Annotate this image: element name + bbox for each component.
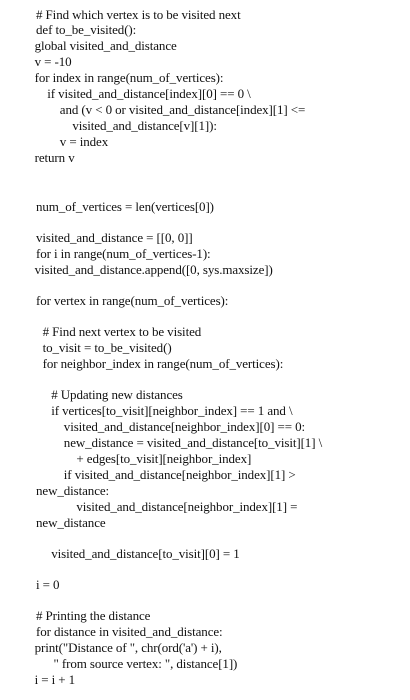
- code-line-20: if vertices[to_visit][neighbor_index] == 1 and \: [26, 403, 293, 418]
- code-line-21: visited_and_distance[neighbor_index][0] == 0:: [26, 419, 306, 434]
- code-line-8: visited_and_distance[v][1]):: [22, 118, 217, 133]
- code-line-30: # Printing the distance: [36, 608, 151, 623]
- code-line-26: visited_and_distance[neighbor_index][1] =: [26, 499, 298, 514]
- code-line-10: return v: [22, 150, 75, 165]
- code-line-9: v = index: [22, 134, 109, 149]
- code-line-12: visited_and_distance = [[0, 0]]: [36, 230, 193, 245]
- code-line-15: for vertex in range(num_of_vertices):: [36, 293, 229, 308]
- code-line-22: new_distance = visited_and_distance[to_visit][1] \: [26, 435, 323, 450]
- code-line-14: visited_and_distance.append([0, sys.maxsize]): [22, 262, 273, 277]
- code-line-28: visited_and_distance[to_visit][0] = 1: [26, 546, 240, 561]
- code-line-32: print("Distance of ", chr(ord('a') + i),: [22, 640, 222, 655]
- code-line-17: to_visit = to_be_visited(): [30, 340, 172, 355]
- code-line-4: v = -10: [22, 54, 72, 69]
- code-line-11: num_of_vertices = len(vertices[0]): [36, 199, 214, 214]
- code-line-19: # Updating new distances: [26, 387, 183, 402]
- code-line-2: def to_be_visited():: [36, 22, 137, 37]
- code-line-25: new_distance:: [36, 483, 110, 498]
- code-line-16: # Find next vertex to be visited: [30, 324, 202, 339]
- code-line-34: i = i + 1: [22, 672, 76, 687]
- code-line-7: and (v < 0 or visited_and_distance[index][1] <=: [22, 102, 306, 117]
- code-line-33: " from source vertex: ", distance[1]): [22, 656, 238, 671]
- code-line-27: new_distance: [36, 515, 106, 530]
- code-line-24: if visited_and_distance[neighbor_index][1] >: [26, 467, 296, 482]
- code-line-23: + edges[to_visit][neighbor_index]: [26, 451, 252, 466]
- code-line-29: i = 0: [36, 577, 60, 592]
- code-line-5: for index in range(num_of_vertices):: [22, 70, 224, 85]
- code-line-18: for neighbor_index in range(num_of_vertices):: [30, 356, 284, 371]
- code-line-31: for distance in visited_and_distance:: [36, 624, 223, 639]
- code-line-13: for i in range(num_of_vertices-1):: [36, 246, 211, 261]
- code-line-6: if visited_and_distance[index][0] == 0 \: [22, 86, 251, 101]
- code-line-1: # Find which vertex is to be visited next: [36, 7, 241, 22]
- code-line-3: global visited_and_distance: [22, 38, 177, 53]
